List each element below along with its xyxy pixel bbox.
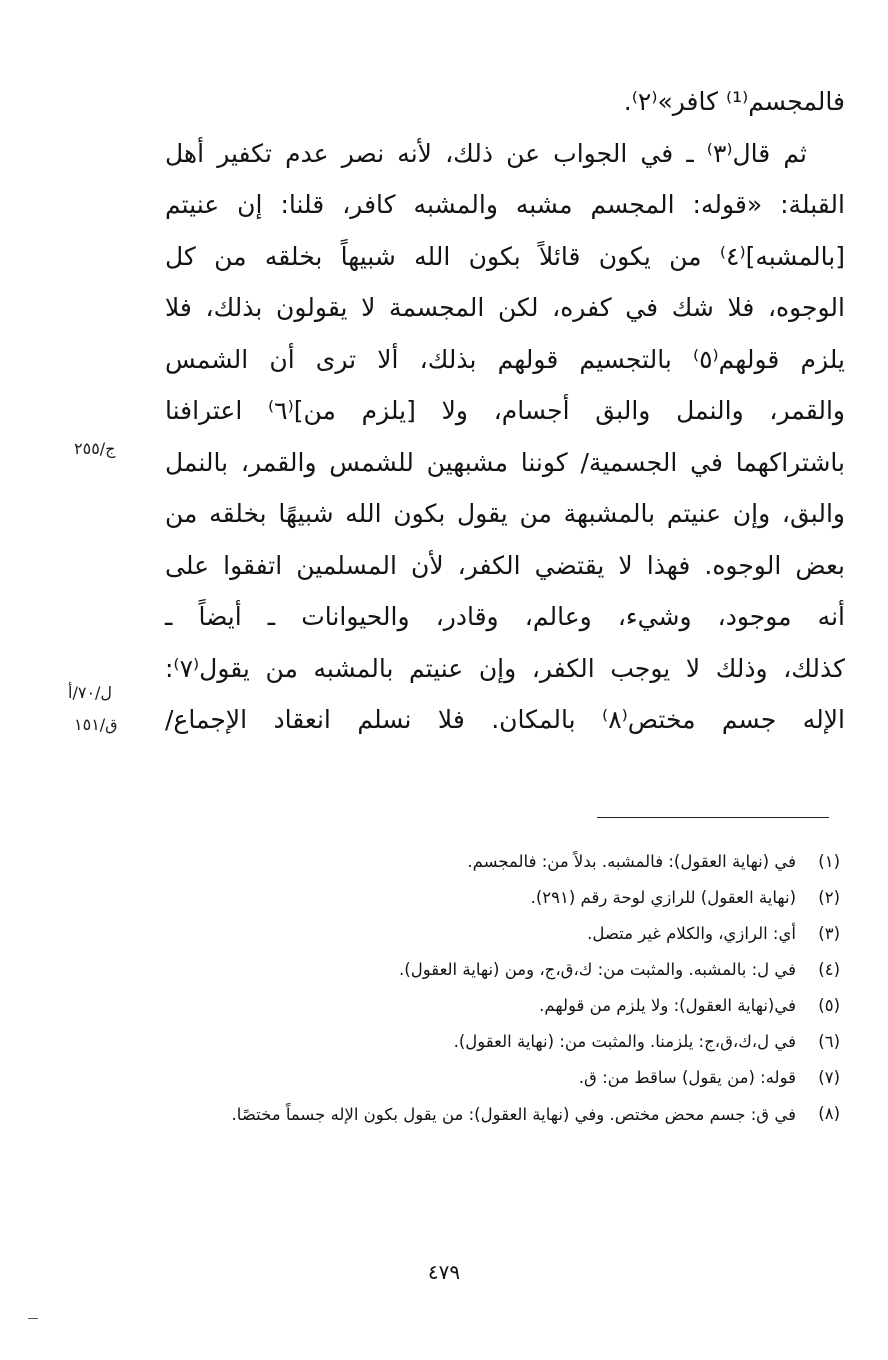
footnote [150, 1096, 840, 1132]
footnote [150, 1024, 840, 1060]
footnote-number: (٢) [818, 888, 840, 907]
text-line: الوجوه، فلا شك في كفره، لكن المجسمة لا يقولون بذلك، فلا [165, 293, 845, 322]
text-line: فالمجسم⁽¹⁾ كافر»⁽٢⁾. [623, 87, 845, 116]
footnote [150, 844, 840, 880]
footnote-text: في ل: بالمشبه. والمثبت من: ك،ق،ج، ومن (نهاية العقول). [399, 960, 796, 979]
text-line: الإله جسم مختص⁽٨⁾ بالمكان. فلا نسلم انعقاد الإجماع/ [165, 705, 845, 734]
main-text [165, 76, 845, 746]
footnote-text: في ل،ك،ق،ج: يلزمنا. والمثبت من: (نهاية العقول). [453, 1032, 796, 1051]
footnote-separator [597, 817, 829, 818]
text-line: [بالمشبه]⁽٤⁾ من يكون قائلاً بكون الله شبيهاً بخلقه من كل [165, 241, 845, 271]
text-line: أنه موجود، وشيء، وعالم، وقادر، والحيوانات ـ أيضاً ـ [165, 602, 845, 631]
text-line: بعض الوجوه. فهذا لا يقتضي الكفر، لأن المسلمين اتفقوا على [165, 550, 845, 580]
footnote-number: (٤) [818, 960, 840, 979]
scan-mark [28, 1318, 38, 1319]
footnote-number: (٦) [818, 1032, 840, 1051]
margin-note-manuscript-ref: ق/١٥١ [74, 715, 118, 734]
footnote-number: (٧) [818, 1068, 840, 1087]
footnote-number: (٨) [818, 1104, 840, 1123]
text-line: القبلة: «قوله: المجسم مشبه والمشبه كافر، قلنا: إن عنيتم [165, 190, 845, 219]
margin-note-manuscript-ref: ل/٧٠/أ [68, 683, 113, 702]
footnote-text: في ق: جسم محض مختص. وفي (نهاية العقول): من يقول بكون الإله جسماً مختصًا. [231, 1105, 796, 1124]
page-number: ٤٧٩ [427, 1260, 461, 1284]
footnote [150, 952, 840, 988]
footnote-text: (نهاية العقول) للرازي لوحة رقم (٢٩١). [530, 888, 796, 907]
text-line: كذلك، وذلك لا يوجب الكفر، وإن عنيتم بالمشبه من يقول⁽٧⁾: [165, 653, 845, 683]
footnote-number: (١) [818, 852, 840, 871]
footnote-text: أي: الرازي، والكلام غير متصل. [587, 924, 796, 943]
footnote-text: في (نهاية العقول): فالمشبه. بدلاً من: فالمجسم. [467, 852, 796, 871]
text-line: والبق، وإن عنيتم بالمشبهة من يقول بكون الله شبيهًا بخلقه من [165, 499, 845, 528]
footnote [150, 880, 840, 916]
footnote [150, 1060, 840, 1096]
footnote-text: قوله: (من يقول) ساقط من: ق. [578, 1068, 796, 1087]
footnote-text: في(نهاية العقول): ولا يلزم من قولهم. [539, 996, 796, 1015]
footnote-number: (٣) [818, 924, 840, 943]
footnote [150, 988, 840, 1024]
footnote-number: (٥) [818, 996, 840, 1015]
text-line: باشتراكهما في الجسمية/ كوننا مشبهين للشمس والقمر، بالنمل [165, 447, 845, 477]
footnote [150, 916, 840, 952]
footnotes [150, 844, 840, 1132]
margin-note-manuscript-ref: ج/٢٥٥ [74, 439, 116, 458]
text-line: والقمر، والنمل والبق أجسام، ولا [يلزم من]⁽٦⁾ اعترافنا [165, 396, 845, 425]
text-line: يلزم قولهم⁽٥⁾ بالتجسيم قولهم بذلك، ألا ترى أن الشمس [165, 344, 845, 374]
text-line: ثم قال⁽٣⁾ ـ في الجواب عن ذلك، لأنه نصر عدم تكفير أهل [165, 138, 807, 168]
